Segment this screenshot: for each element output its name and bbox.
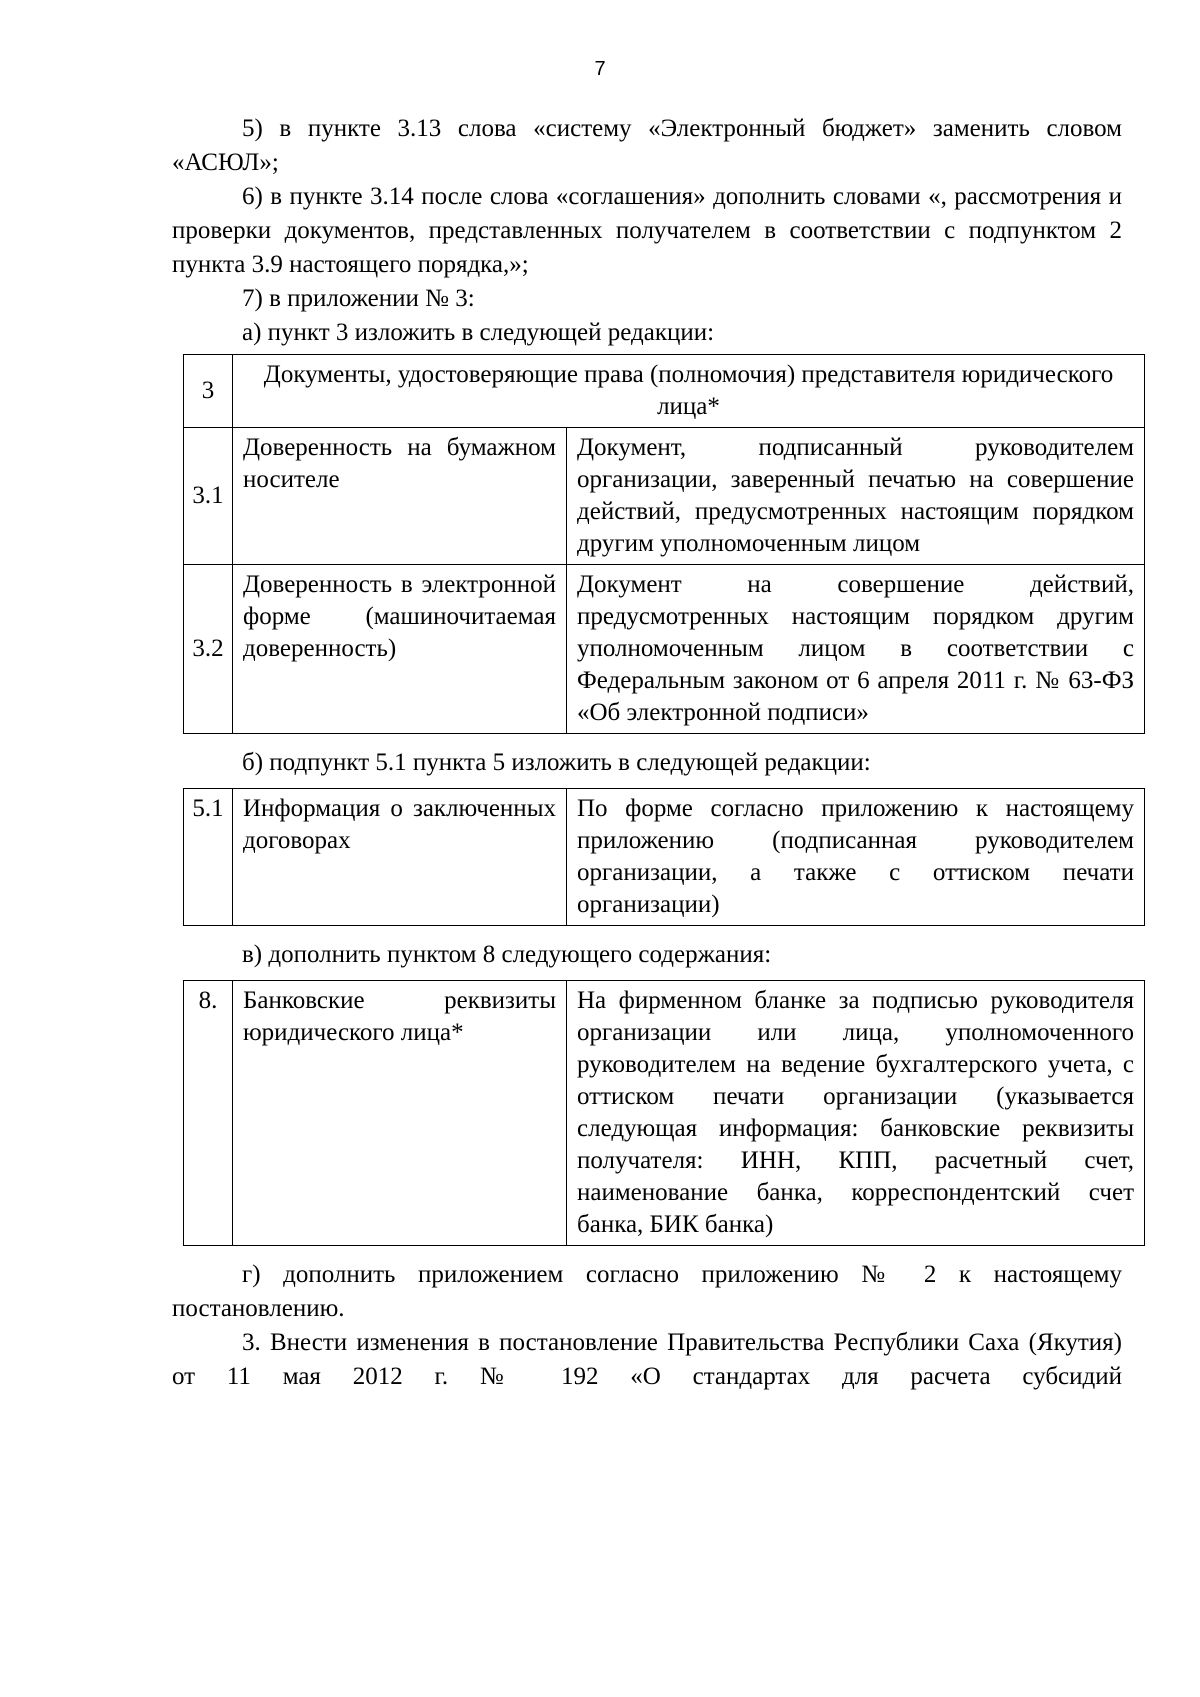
table-row: [184, 565, 1145, 734]
table-point-8: [183, 980, 1145, 1246]
table-cell-desc: Документ на совершение действий, предусмотренных настоящим порядком другим уполномоченным лицом в соответствии с Федеральным законом от 6 апреля 2011 г. № 63-ФЗ «Об электронной подписи»: [567, 565, 1145, 734]
table-cell-num: 3.1: [184, 428, 233, 565]
paragraph-7a: а) пункт 3 изложить в следующей редакции:: [242, 319, 715, 346]
paragraph-7b: б) подпункт 5.1 пункта 5 изложить в следующей редакции:: [242, 749, 871, 776]
table-row: [184, 981, 1145, 1246]
table-cell-num: 3.2: [184, 565, 233, 734]
page-number: 7: [594, 58, 606, 80]
table-point-5-1: [183, 788, 1145, 926]
table-cell-heading: Документы, удостоверяющие права (полномочия) представителя юридического лица*: [233, 355, 1145, 428]
table-cell-name: Информация о заключенных договорах: [233, 789, 567, 926]
table-header-row: [184, 355, 1145, 428]
paragraph-5: 5) в пункте 3.13 слова «систему «Электронный бюджет» заменить словом «АСЮЛ»;: [172, 115, 1122, 176]
table-cell-desc: На фирменном бланке за подписью руководителя организации или лица, уполномоченного руководителем на ведение бухгалтерского учета, с оттиском печати организации (указывается следующая информация: банковские реквизиты получателя: ИНН, КПП, расчетный счет, наименование банка, корреспондентский счет банка, БИК банка): [567, 981, 1145, 1246]
paragraph-3: 3. Внести изменения в постановление Правительства Республики Саха (Якутия) от 11 мая 2012 г. № 192 «О стандартах для расчета субсидий: [172, 1329, 1122, 1390]
table-row: [184, 428, 1145, 565]
paragraph-6: 6) в пункте 3.14 после слова «соглашения» дополнить словами «, рассмотрения и проверки документов, представленных получателем в соответствии с подпунктом 2 пункта 3.9 настоящего порядка,»;: [172, 183, 1122, 278]
table-point-3: [183, 354, 1145, 734]
table-cell-desc: Документ, подписанный руководителем организации, заверенный печатью на совершение действий, предусмотренных настоящим порядком другим уполномоченным лицом: [567, 428, 1145, 565]
table-cell-num: 8.: [184, 981, 233, 1246]
paragraph-7g: г) дополнить приложением согласно приложению № 2 к настоящему постановлению.: [172, 1261, 1122, 1322]
table-cell-name: Доверенность на бумажном носителе: [233, 428, 567, 565]
table-cell-num: 5.1: [184, 789, 233, 926]
table-cell-name: Банковские реквизиты юридического лица*: [233, 981, 567, 1246]
paragraph-7v: в) дополнить пунктом 8 следующего содержания:: [242, 941, 772, 968]
document-body: [172, 112, 1134, 1394]
table-cell-num: 3: [184, 355, 233, 428]
table-cell-name: Доверенность в электронной форме (машиночитаемая доверенность): [233, 565, 567, 734]
paragraph-7: 7) в приложении № 3:: [242, 285, 475, 312]
table-cell-desc: По форме согласно приложению к настоящему приложению (подписанная руководителем организации, а также с оттиском печати организации): [567, 789, 1145, 926]
table-row: [184, 789, 1145, 926]
